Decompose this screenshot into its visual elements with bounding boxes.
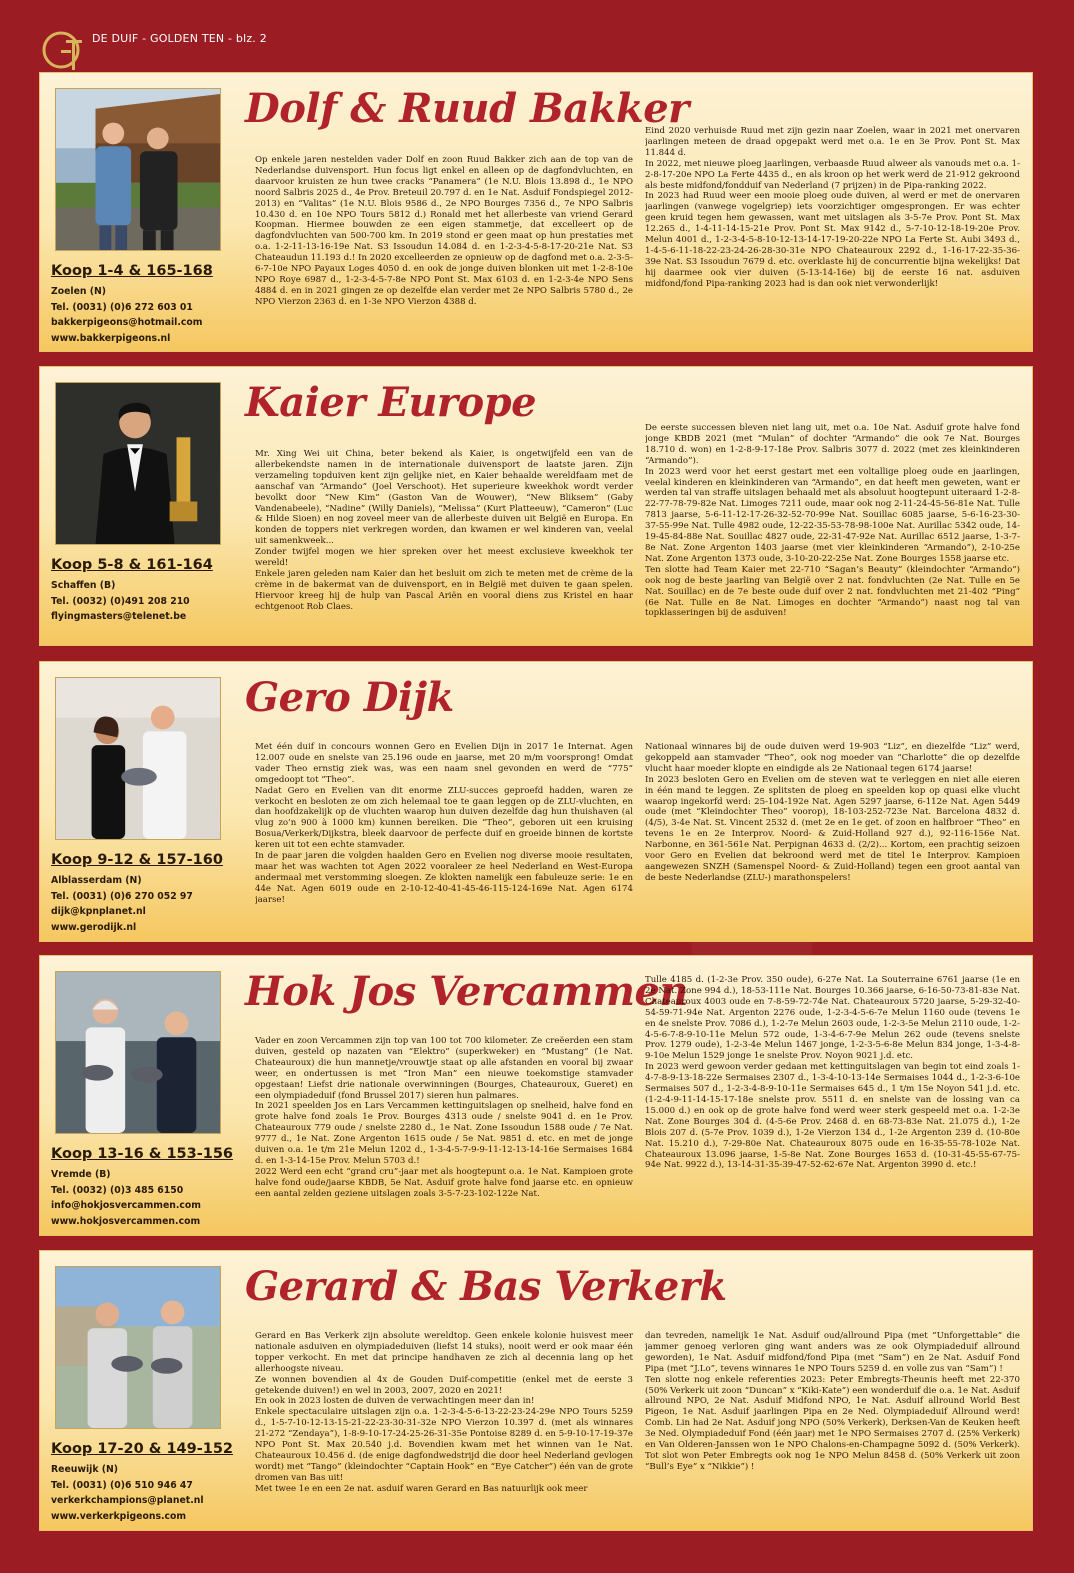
koop-label: Koop 1-4 & 165-168 (51, 263, 213, 279)
paragraph: Gerard en Bas Verkerk zijn absolute wereldtop. Geen enkele kolonie huisvest meer nationale asduiven en olympiadeduiven (liefst 14 stuks), nooit werd er ook maar één topper verkocht. En met dat principe handhaven ze zich al decennia lang op het allerhoogste niveau. (255, 1331, 633, 1374)
contact-website[interactable]: www.gerodijk.nl (51, 921, 137, 933)
body-column-left (255, 742, 633, 937)
section-title: Kaier Europe (245, 379, 537, 426)
section-photo (55, 971, 221, 1134)
paragraph: Op enkele jaren nestelden vader Dolf en zoon Ruud Bakker zich aan de top van de Nederlandse duivensport. Hun focus ligt enkel en alleen op de dagfondvluchten, en daarvoor kruisten ze hun twee cracks “Panamera” (1e N.U. Blois 13.898 d., 1e NPO noord Salbris 2025 d., 4e Prov. Breteuil 20.797 d. en 1e Nat. Asduif Fondspiegel 2012-2013) en “Valitas” (1e N.U. Blois 9586 d., 2e NPO Bourges 7356 d., 7e NPO Salbris 10.430 d. en 10e NPO Tours 5812 d.) Ronald met het allerbeste van vriend Gerard Koopman. Hiermee bouwden ze een eigen stammetje, dat excelleert op de dagfondvluchten van 500-700 km. In 2019 stond er geen maat op hun prestaties met o.a. 1-2-11-13-16-19e Nat. S3 Issoudun 14.084 d. en 1-2-3-4-5-8-17-20-21e Nat. S3 Chateaudun 11.193 d.! In 2020 excelleerden ze opnieuw op de dagfond met o.a. 2-3-5-6-7-10e NPO Payaux Loges 4050 d. en ook de jonge duiven blonken uit met 1-2-8-10e NPO Roye 6987 d., 1-2-3-4-5-7-8e NPO Pont St. Max 6103 d. en 1-2-3-4e NPO Sens 4884 d. en in 2021 gingen ze op dezelfde elan verder met 2e NPO Salbris 5780 d., 2e NPO Vierzon 2363 d. en 1-3e NPO Vierzon 4388 d. (255, 155, 633, 307)
contact-phone: Tel. (0031) (0)6 270 052 97 (51, 890, 193, 902)
contact-website[interactable]: www.hokjosvercammen.com (51, 1215, 201, 1227)
koop-label: Koop 17-20 & 149-152 (51, 1441, 234, 1457)
contact-email[interactable]: bakkerpigeons@hotmail.com (51, 317, 203, 329)
section-title: Hok Jos Vercammen (245, 968, 689, 1015)
koop-label: Koop 13-16 & 153-156 (51, 1146, 234, 1162)
paragraph: Nadat Gero en Evelien van dit enorme ZLU-succes geproefd hadden, waren ze verkocht en besloten ze om zich helemaal toe te gaan leggen op de ZLU-vluchten, en dan hoofdzakelijk op de vluchten waarop hun duiven dezelfde dag hun thuishaven (al vlug zo’n 900 à 1000 km) kunnen bereiken. Die “Theo”, geboren uit een kruising Bosua/Verkerk/Dijkstra, bleek daarvoor de perfecte duif en groeide binnen de kortste keren uit tot een echte stamvader. (255, 785, 633, 851)
paragraph: Ze wonnen bovendien al 4x de Gouden Duif-competitie (enkel met de eerste 3 getekende duiven!) en wel in 2003, 2007, 2020 en 2021! (255, 1374, 633, 1396)
paragraph: In 2023 werd gewoon verder gedaan met kettinguitslagen van begin tot eind zoals 1-4-7-8-9-13-18-22e Sermaises 2307 d., 1-3-4-10-13-14e Sermaises 1044 d., 1-2-3-6-10e Sermaises 507 d., 1-2-3-4-8-9-10-11e Sermaises 645 d., 1 t/m 15e Noyon 541 j.d. etc. (1-2-4-9-11-14-15-17-18e snelste prov. 5511 d. en snelste van de lossing van ca 15.000 d.) en ook op de grote halve fond werd weer sterk gespeeld met o.a. 1-2-3e Nat. Zone Bourges 304 d. (4-5-6e Prov. 2468 d. en 68-73-83e Nat. 21.075 d.), 1-2e Blois 207 d. (5-7e Prov. 1039 d.), 1-2e Vierzon 134 d., 1-2e Argenton 239 d. (10-80e Nat. 15.210 d.), 7-29-80e Nat. Chateauroux 8075 oude en 16-35-55-78-102e Nat. Chateauroux 13.096 jaarse, 1-5-8e Nat. Zone Bourges 1653 d. (10-31-45-55-67-75-94e Nat. 9922 d.), 13-14-31-35-39-47-52-62-67e Nat. Argenton 3990 d. etc.! (645, 1062, 1020, 1171)
paragraph: Eind 2020 verhuisde Ruud met zijn gezin naar Zoelen, waar in 2021 met onervaren jaarlingen meteen de draad opgepakt werd met o.a. 1e en 3e Prov. Pont St. Max 11.844 d. (645, 126, 1020, 158)
contact-location: Reeuwijk (N) (51, 1464, 119, 1475)
paragraph: dan tevreden, namelijk 1e Nat. Asduif oud/allround Pipa (met “Unforgettable” die jammer genoeg verloren ging want anders was ze ook Olympiadeduif allround geworden), 1e Nat. Asduif midfond/fond Pipa (met “Sam”) en 2e Nat. Asduif Fond Pipa (met “J.Lo”, tevens winnares 1e NPO Tours 5259 d. en volle zus van “Sam”) ! (645, 1331, 1020, 1374)
paragraph: Mr. Xing Wei uit China, beter bekend als Kaier, is ongetwijfeld een van de allerbekendste namen in de internationale duivensport de laatste jaren. Zijn verzameling topduiven kent zijn gelijke niet, en Kaier behaalde wereldfaam met de aanschaf van “Armando” (Joel Verschoot). Het superieure kweekhok wordt verder bevolkt door “New Kim” (Gaston Van de Wouwer), “New Bliksem” (Gaby Vandenabeele), “Nadine” (Willy Daniels), “Melissa” (Kurt Platteeuw), “Cameron” (Luc & Hilde Sioen) en nog zoveel meer van de allerbeste duiven uit België en Europa. En konden de toppers niet verkregen worden, dan kwamen er wel kinderen van, veelal uit samenkweek... (255, 449, 633, 547)
section-title: Gero Dijk (245, 674, 454, 721)
contact-email[interactable]: flyingmasters@telenet.be (51, 611, 187, 623)
contact-block (51, 873, 251, 935)
section-dolf-ruud-bakker (39, 72, 1033, 352)
contact-location: Schaffen (B) (51, 580, 116, 591)
paragraph: Vader en zoon Vercammen zijn top van 100 tot 700 kilometer. Ze creëerden een stam duiven, gesteld op nazaten van “Elektro” (superkweker) en “Mustang” (1e Nat. Chateauroux) die hun mannetje/vrouwtje staat op alle afstanden en vooral bij zwaar weer, en ondertussen is met “Iron Man” een nieuwe toekomstige stamvader opgestaan! Liefst drie nationale overwinningen (Bourges, Chateauroux, Gueret) en een olympiadeduif (fond Brussel 2017) sieren hun palmares. (255, 1036, 633, 1101)
paragraph: In 2022, met nieuwe ploeg jaarlingen, verbaasde Ruud alweer als vanouds met o.a. 1-2-8-17-20e NPO La Ferte 4435 d., en als kroon op het werk werd de 21-912 gekroond als beste midfond/fondduif van Nederland (7 prijzen) in de Pipa-ranking 2022. (645, 158, 1020, 191)
contact-email[interactable]: dijk@kpnplanet.nl (51, 906, 146, 918)
paragraph: 2022 Werd een echt “grand cru”-jaar met als hoogtepunt o.a. 1e Nat. Kampioen grote halve fond oude/jaarse KBDB, 5e Nat. Asduif grote halve fond jaarse etc. en opnieuw een aantal zelden geziene uitslagen zoals 3-5-7-23-102-122e Nat. (255, 1166, 633, 1199)
paragraph: In 2023 besloten Gero en Evelien om de steven wat te verleggen en niet alle eieren in één mand te leggen. Ze splitsten de ploeg en speelden kop op quasi elke vlucht waarop ingekorfd werd: 25-104-192e Nat. Agen 5297 jaarse, 6-112e Nat. Agen 5449 oude (met “Kleindochter Theo” voorop), 18-103-252-723e Nat. Barcelona 4832 d. (4/5), 3-4e Nat. St. Vincent 2532 d. (met 2e en 1e get. of zoon en halfbroer “Theo” en tevens 1e en 2e Interprov. Noord- & Zuid-Holland 927 d.), 92-116-156e Nat. Narbonne, en 361-561e Nat. Perpignan 4633 d. (2/2)... Kortom, een prachtig seizoen voor Gero en Evelien dat bekroond werd met de titel 1e Interprov. Kampioen aangewezen SNZH (Samenspel Noord- & Zuid-Holland) tegen een groot aantal van de beste Nederlandse (ZLU-) marathonspelers! (645, 774, 1020, 883)
paragraph: In de paar jaren die volgden haalden Gero en Evelien nog diverse mooie resultaten, maar het was wachten tot Agen 2022 vooraleer ze heel Nederland en West-Europa andermaal met verstomming sloegen. Ze klokten namelijk een fabuleuze serie: 1e en 44e Nat. Agen 6019 oude en 2-10-12-40-41-45-46-115-124-169e Nat. Agen 6174 jaarse! (255, 851, 633, 905)
paragraph: Zonder twijfel mogen we hier spreken over het meest exclusieve kweekhok ter wereld! (255, 547, 633, 569)
contact-website[interactable]: www.verkerkpigeons.com (51, 1510, 187, 1522)
paragraph: Tulle 4185 d. (1-2-3e Prov. 350 oude), 6-27e Nat. La Souterraine 6761 jaarse (1e en 2e Nat. Zone 994 d.), 18-53-111e Nat. Bourges 10.366 jaarse, 6-16-50-73-81-83e Nat. Chateauroux 4003 oude en 7-8-59-72-74e Nat. Chateauroux 5720 jaarse, 5-29-32-40-54-59-71-94e Nat. Argenton 2276 oude, 1-2-3-4-5-6-7e Melun 1160 oude (tevens 1e en 4e snelste Prov. 7086 d.), 1-2-7e Melun 2603 oude, 1-2-3-5e Melun 2110 oude, 1-2-4-5-6-7-8-9-10-11e Melun 572 oude, 1-3-4-6-7-9e Melun 262 oude (tevens snelste Prov. 1279 oude), 1-2-3-4e Melun 1467 jonge, 1-2-3-5-6-8e Melun 834 jonge, 1-3-4-8-9-10e Melun 1529 jonge 1e snelste Prov. Noyon 9021 j.d. etc. (645, 975, 1020, 1062)
section-photo (55, 88, 221, 251)
page-header-text: DE DUIF - GOLDEN TEN - blz. 2 (92, 32, 267, 45)
paragraph: Nationaal winnares bij de oude duiven werd 19-903 “Liz”, en diezelfde “Liz” werd, gekoppeld aan stamvader “Theo”, ook nog moeder van “Charlotte” die op dezelfde vlucht haar moeder klopte en eindigde als 2e Nationaal tegen 6174 jaarse! (645, 742, 1020, 774)
section-photo (55, 382, 221, 545)
paragraph: Met twee 1e en een 2e nat. asduif waren Gerard en Bas natuurlijk ook meer (255, 1483, 588, 1494)
section-hok-jos-vercammen (39, 955, 1033, 1236)
contact-location: Zoelen (N) (51, 286, 107, 297)
contact-phone: Tel. (0031) (0)6 272 603 01 (51, 301, 193, 313)
body-column-right (645, 126, 1020, 346)
contact-block (51, 1462, 251, 1524)
section-kaier-europe (39, 366, 1033, 646)
paragraph: Ten slotte had Team Kaier met 22-710 “Sagan’s Beauty” (kleindochter “Armando”) ook nog de beste jaarling van België over 2 nat. fondvluchten (2e Nat. Tulle en 5e Nat. Souillac) en de 7e beste oude duif over 2 nat. fondvluchten met 21-402 “Ping” (6e Nat. Tulle en 8e Nat. Limoges en dochter “Armando”) naast nog tal van topklasseringen bij de asduiven! (645, 564, 1020, 619)
paragraph: In 2023 werd voor het eerst gestart met een voltallige ploeg oude en jaarlingen, veelal kinderen en kleinkinderen van “Armando”, en dat heeft men geweten, want er werden tal van straffe uitslagen behaald met als absoluut hoogtepunt uiteraard 1-2-8-22-77-78-79-82e Nat. Limoges 7211 oude, maar ook nog 2-11-24-45-56-81e Nat. Tulle 7813 jaarse, 5-6-11-12-17-26-32-52-70-99e Nat. Souillac 6085 jaarse, 5-6-16-23-30-37-55-99e Nat. Tulle 4982 oude, 12-22-35-53-78-98-100e Nat. Aurillac 5342 oude, 14-19-45-84-88e Nat. Souillac 4827 oude, 22-31-47-92e Nat. Aurillac 6512 jaarse, 1-3-7-8e Nat. Zone Argenton 1403 jaarse (met vier kleinkinderen “Armando”), 2-10-25e Nat. Zone Argenton 1373 oude, 3-10-20-22-25e Nat. Zone Bourges 1558 jaarse etc. (645, 466, 1020, 564)
paragraph: Met één duif in concours wonnen Gero en Evelien Dijn in 2017 1e Internat. Agen 12.007 oude en snelste van 25.196 oude en jaarse, met 20 m/m voorsprong! Omdat vader Theo ernstig ziek was, was een naam snel gevonden en werd de “775” omgedoopt tot “Theo”. (255, 742, 633, 785)
koop-label: Koop 9-12 & 157-160 (51, 852, 223, 868)
body-column-right (645, 423, 1020, 641)
section-title: Dolf & Ruud Bakker (245, 85, 689, 132)
contact-website[interactable]: www.bakkerpigeons.nl (51, 332, 171, 344)
koop-label: Koop 5-8 & 161-164 (51, 557, 213, 573)
paragraph: Enkele spectaculaire uitslagen zijn o.a. 1-2-3-4-5-6-13-22-23-24-29e NPO Tours 5259 d., 1-5-7-10-12-13-15-21-22-23-30-31-32e NPO Vierzon 10.397 d. (met als winnares 21-272 “Zendaya”), 1-8-9-10-17-24-25-26-31-35e Pontoise 8289 d. en 5-9-10-17-19-37e NPO Pont St. Max 20.540 j.d. Bovendien kwam met het winnen van 1e Nat. Chateauroux 10.456 d. (de enige dagfondwedstrijd die door heel Nederland gevlogen wordt) met “Tango” (kleindochter “Captain Hook” en “Eye Catcher”) één van de grote dromen van Bas uit! (255, 1407, 633, 1483)
contact-block (51, 284, 251, 346)
section-title: Gerard & Bas Verkerk (245, 1263, 727, 1310)
contact-block (51, 1167, 251, 1229)
section-photo (55, 1266, 221, 1429)
paragraph: De eerste successen bleven niet lang uit, met o.a. 10e Nat. Asduif grote halve fond jonge KBDB 2021 (met “Mulan” of dochter “Armando” die ook 7e Nat. Bourges 18.710 d. won) en 1-2-8-9-17-18e Prov. Salbris 3077 d. 2022 (met zes kleinkinderen “Armando”). (645, 423, 1020, 466)
body-column-left (255, 155, 633, 345)
body-column-right (645, 742, 1020, 937)
body-column-left (255, 1331, 633, 1526)
contact-phone: Tel. (0032) (0)3 485 6150 (51, 1184, 184, 1196)
paragraph: Ten slotte nog enkele referenties 2023: Peter Embregts-Theunis heeft met 22-370 (50% Verkerk uit zoon “Duncan” x “Kiki-Kate”) een wonderduif die o.a. 1e Nat. Asduif allround NPO, 2e Nat. Asduif Midfond NPO, 1e Nat. Asduif allround World Best Pigeon, 1e Nat. Asduif jaarlingen Pipa en 2e Ned. Olympiadeduif Allround werd! Comb. Lin had 2e Nat. Asduif jong NPO (50% Verkerk), Derksen-Van de Keuken heeft 3e Ned. Olympiadeduif Fond (één jaar) met 1e NPO Sermaises 2707 d. (25% Verkerk) en Van Olderen-Janssen won 1e NPO Chalons-en-Champagne 5092 d. (50% Verkerk). Tot slot won Peter Embregts ook nog 1e NPO Melun 8458 d. (50% Verkerk uit zoon “Bull’s Eye” x “Nikkie”) ! (645, 1374, 1020, 1472)
section-photo (55, 677, 221, 840)
section-gerard-bas-verkerk (39, 1250, 1033, 1531)
contact-email[interactable]: verkerkchampions@planet.nl (51, 1495, 204, 1507)
body-column-right (645, 1331, 1020, 1526)
body-column-left (255, 449, 633, 639)
contact-location: Vremde (B) (51, 1169, 111, 1180)
body-column-left (255, 1036, 633, 1231)
section-gero-dijk (39, 661, 1033, 942)
contact-phone: Tel. (0032) (0)491 208 210 (51, 595, 190, 607)
contact-location: Alblasserdam (N) (51, 875, 142, 886)
golden-ten-logo (40, 28, 86, 74)
contact-block (51, 578, 251, 625)
paragraph: In 2023 had Ruud weer een mooie ploeg oude duiven, al werd er met de onervaren jaarlingen (vanwege vogelgriep) iets voorzichtiger omgesprongen. Er was echter geen kruid tegen hem gewassen, want met uitslagen als 3-5-7e Prov. Pont St. Max 12.265 d., 1-4-11-14-15-21e Prov. Pont St. Max 9142 d., 5-7-10-12-18-19-20e Prov. Melun 4001 d., 1-2-3-4-5-8-10-12-13-14-17-19-20-22e NPO La Ferte St. Aubi 3493 d., 1-4-5-6-11-18-22-23-24-26-28-30-31e NPO Chateauroux 2292 d., 1-16-17-22-35-36-39e Nat. S3 Issoudun 7679 d. etc. overklaste hij de concurrentie bijna wekelijks! Dat hij daarmee ook vier duiven (5-13-14-16e) bij de eerste 16 nat. asduiven midfond/fond Pipa-ranking 2023 had is dan ook niet verwonderlijk! (645, 191, 1020, 289)
body-column-right (645, 975, 1020, 1230)
contact-phone: Tel. (0031) (0)6 510 946 47 (51, 1479, 193, 1491)
page-header (40, 28, 640, 74)
paragraph: En ook in 2023 losten de duiven de verwachtingen meer dan in! (255, 1396, 535, 1407)
paragraph: Enkele jaren geleden nam Kaier dan het besluit om zich te meten met de crème de la crème in de bakermat van de duivensport, en in België met duiven te gaan spelen. Hiervoor kreeg hij de hulp van Pascal Ariën en vooral diens zus Kristel en haar echtgenoot Rob Claes. (255, 568, 633, 612)
contact-email[interactable]: info@hokjosvercammen.com (51, 1200, 201, 1212)
paragraph: In 2021 speelden Jos en Lars Vercammen kettinguitslagen op snelheid, halve fond en grote halve fond zoals 1e Prov. Bourges 4313 oude / snelste 9041 d. en 1e Prov. Chateauroux 779 oude / snelste 2280 d., 1e Nat. Zone Issoudun 1588 oude / 7e Nat. 9777 d., 1e Nat. Zone Argenton 1615 oude / 5e Nat. 9851 d. etc. en met de jonge duiven o.a. 1e t/m 21e Melun 1202 d., 1-3-4-5-7-9-9-11-12-13-14-16e Sermaises 1684 d. en 1-3-14-15e Prov. Melun 5703 d.! (255, 1101, 633, 1166)
